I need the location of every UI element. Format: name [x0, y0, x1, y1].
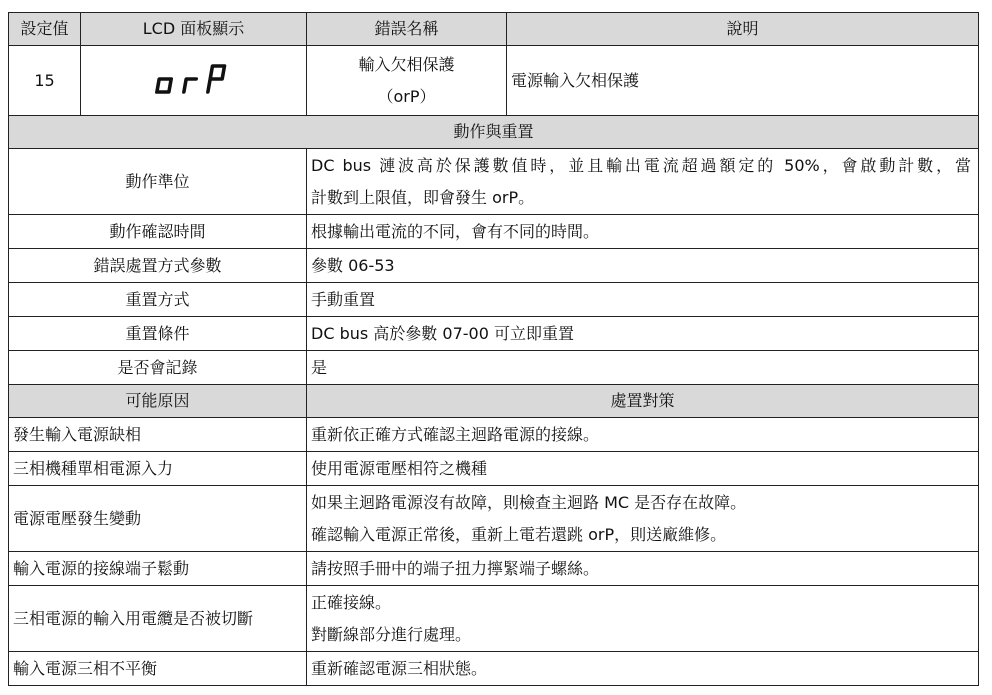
- fault-code: 15: [9, 46, 81, 116]
- lcd-seven-segment-icon: [155, 63, 233, 99]
- cause-row: [9, 452, 979, 486]
- action-section-title: 動作與重置: [9, 116, 979, 149]
- action-label: 是否會記錄: [9, 351, 307, 385]
- action-value: 手動重置: [307, 283, 979, 317]
- countermeasure-text: 請按照手冊中的端子扭力擰緊端子螺絲。: [307, 552, 979, 586]
- cause-text: 輸入電源三相不平衡: [9, 652, 307, 686]
- action-value: 是: [307, 351, 979, 385]
- header-lcd-display: LCD 面板顯示: [81, 13, 307, 46]
- fault-table: [8, 12, 979, 686]
- countermeasure-cell: [307, 586, 979, 652]
- header-error-name: 錯誤名稱: [307, 13, 507, 46]
- countermeasure-line: 如果主迴路電源沒有故障，則檢查主迴路 MC 是否存在故障。: [311, 492, 747, 512]
- action-value: DC bus 高於參數 07-00 可立即重置: [307, 317, 979, 351]
- action-value-line: DC bus 漣波高於保護數值時，並且輸出電流超過額定的 50%，會啟動計數，當: [311, 155, 971, 175]
- fault-row: [9, 46, 979, 116]
- countermeasure-line: 正確接線。: [311, 592, 392, 612]
- action-row: [9, 283, 979, 317]
- action-label: 錯誤處置方式參數: [9, 249, 307, 283]
- action-row: [9, 215, 979, 249]
- countermeasure-line: 對斷線部分進行處理。: [311, 624, 472, 644]
- cause-text: 發生輸入電源缺相: [9, 418, 307, 452]
- fault-abbreviation: （orP）: [377, 86, 436, 106]
- lcd-display-cell: [81, 46, 307, 116]
- action-row: [9, 317, 979, 351]
- cause-row: [9, 586, 979, 652]
- cause-row: [9, 552, 979, 586]
- fault-name: 輸入欠相保護: [358, 54, 455, 74]
- countermeasure-cell: [307, 486, 979, 552]
- fault-description: 電源輸入欠相保護: [507, 46, 979, 116]
- action-label: 動作準位: [9, 149, 307, 215]
- cause-text: 輸入電源的接線端子鬆動: [9, 552, 307, 586]
- cause-row: [9, 486, 979, 552]
- action-value-cell: [307, 149, 979, 215]
- header-setting-value: 設定值: [9, 13, 81, 46]
- action-section-header: [9, 116, 979, 149]
- cause-text: 三相電源的輸入用電纜是否被切斷: [9, 586, 307, 652]
- action-row: [9, 149, 979, 215]
- countermeasure-header: 處置對策: [307, 385, 979, 418]
- action-label: 重置條件: [9, 317, 307, 351]
- countermeasure-line: 確認輸入電源正常後，重新上電若還跳 orP，則送廠維修。: [311, 524, 727, 544]
- countermeasure-text: 重新確認電源三相狀態。: [307, 652, 979, 686]
- action-row: [9, 249, 979, 283]
- action-value: 根據輸出電流的不同，會有不同的時間。: [307, 215, 979, 249]
- fault-name-cell: [307, 46, 507, 116]
- countermeasure-text: 重新依正確方式確認主迴路電源的接線。: [307, 418, 979, 452]
- action-label: 重置方式: [9, 283, 307, 317]
- countermeasure-text: 使用電源電壓相符之機種: [307, 452, 979, 486]
- header-row: [9, 13, 979, 46]
- action-row: [9, 351, 979, 385]
- action-label: 動作確認時間: [9, 215, 307, 249]
- cause-header: 可能原因: [9, 385, 307, 418]
- cause-text: 電源電壓發生變動: [9, 486, 307, 552]
- cause-section-header: [9, 385, 979, 418]
- cause-row: [9, 418, 979, 452]
- cause-text: 三相機種單相電源入力: [9, 452, 307, 486]
- action-value: 參數 06-53: [307, 249, 979, 283]
- cause-row: [9, 652, 979, 686]
- header-description: 說明: [507, 13, 979, 46]
- action-value-line: 計數到上限值，即會發生 orP。: [311, 187, 535, 207]
